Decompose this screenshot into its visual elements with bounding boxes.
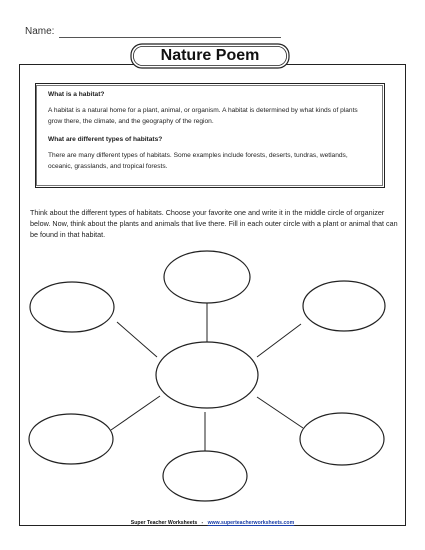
connector-lower-left [111,396,160,430]
footer-brand: Super Teacher Worksheets [130,520,198,526]
footer-url-link[interactable]: www.superteacherworksheets.com [207,520,295,526]
habitat-answer: A habitat is a natural home for a plant, animal, or organism. A habitat is determined by what kinds of plants grow there, the climate, and the geography of the region. [48,106,358,125]
instructions: Think about the different types of habitats. Choose your favorite one and write it in the middle circle of organizer below. Now, think about the plants and animals that live there. Fill in each outer circle with a plant or animal that can be found in that habitat. [30,208,398,239]
center-circle[interactable] [156,342,258,408]
outer-circle-top[interactable] [164,251,250,303]
page-title: Nature Poem [160,47,260,64]
footer-separator: - [201,520,204,526]
types-question: What are different types of habitats? [48,136,163,144]
habitat-question: What is a habitat? [48,91,105,98]
footer [0,520,425,526]
outer-circle-lower-left[interactable] [29,414,113,464]
outer-circle-upper-right[interactable] [303,281,385,331]
types-answer: There are many different types of habitats. Some examples include forests, deserts, tundras, wetlands, oceanic, grasslands, and tropical forests. [48,152,348,170]
connector-upper-left [117,322,157,357]
outer-circle-upper-left[interactable] [30,282,114,332]
outer-circle-lower-right[interactable] [300,413,384,465]
outer-circle-bottom[interactable] [163,451,247,501]
name-label: Name: [25,26,55,37]
connector-upper-right [257,324,301,357]
connector-lower-right [257,397,303,428]
